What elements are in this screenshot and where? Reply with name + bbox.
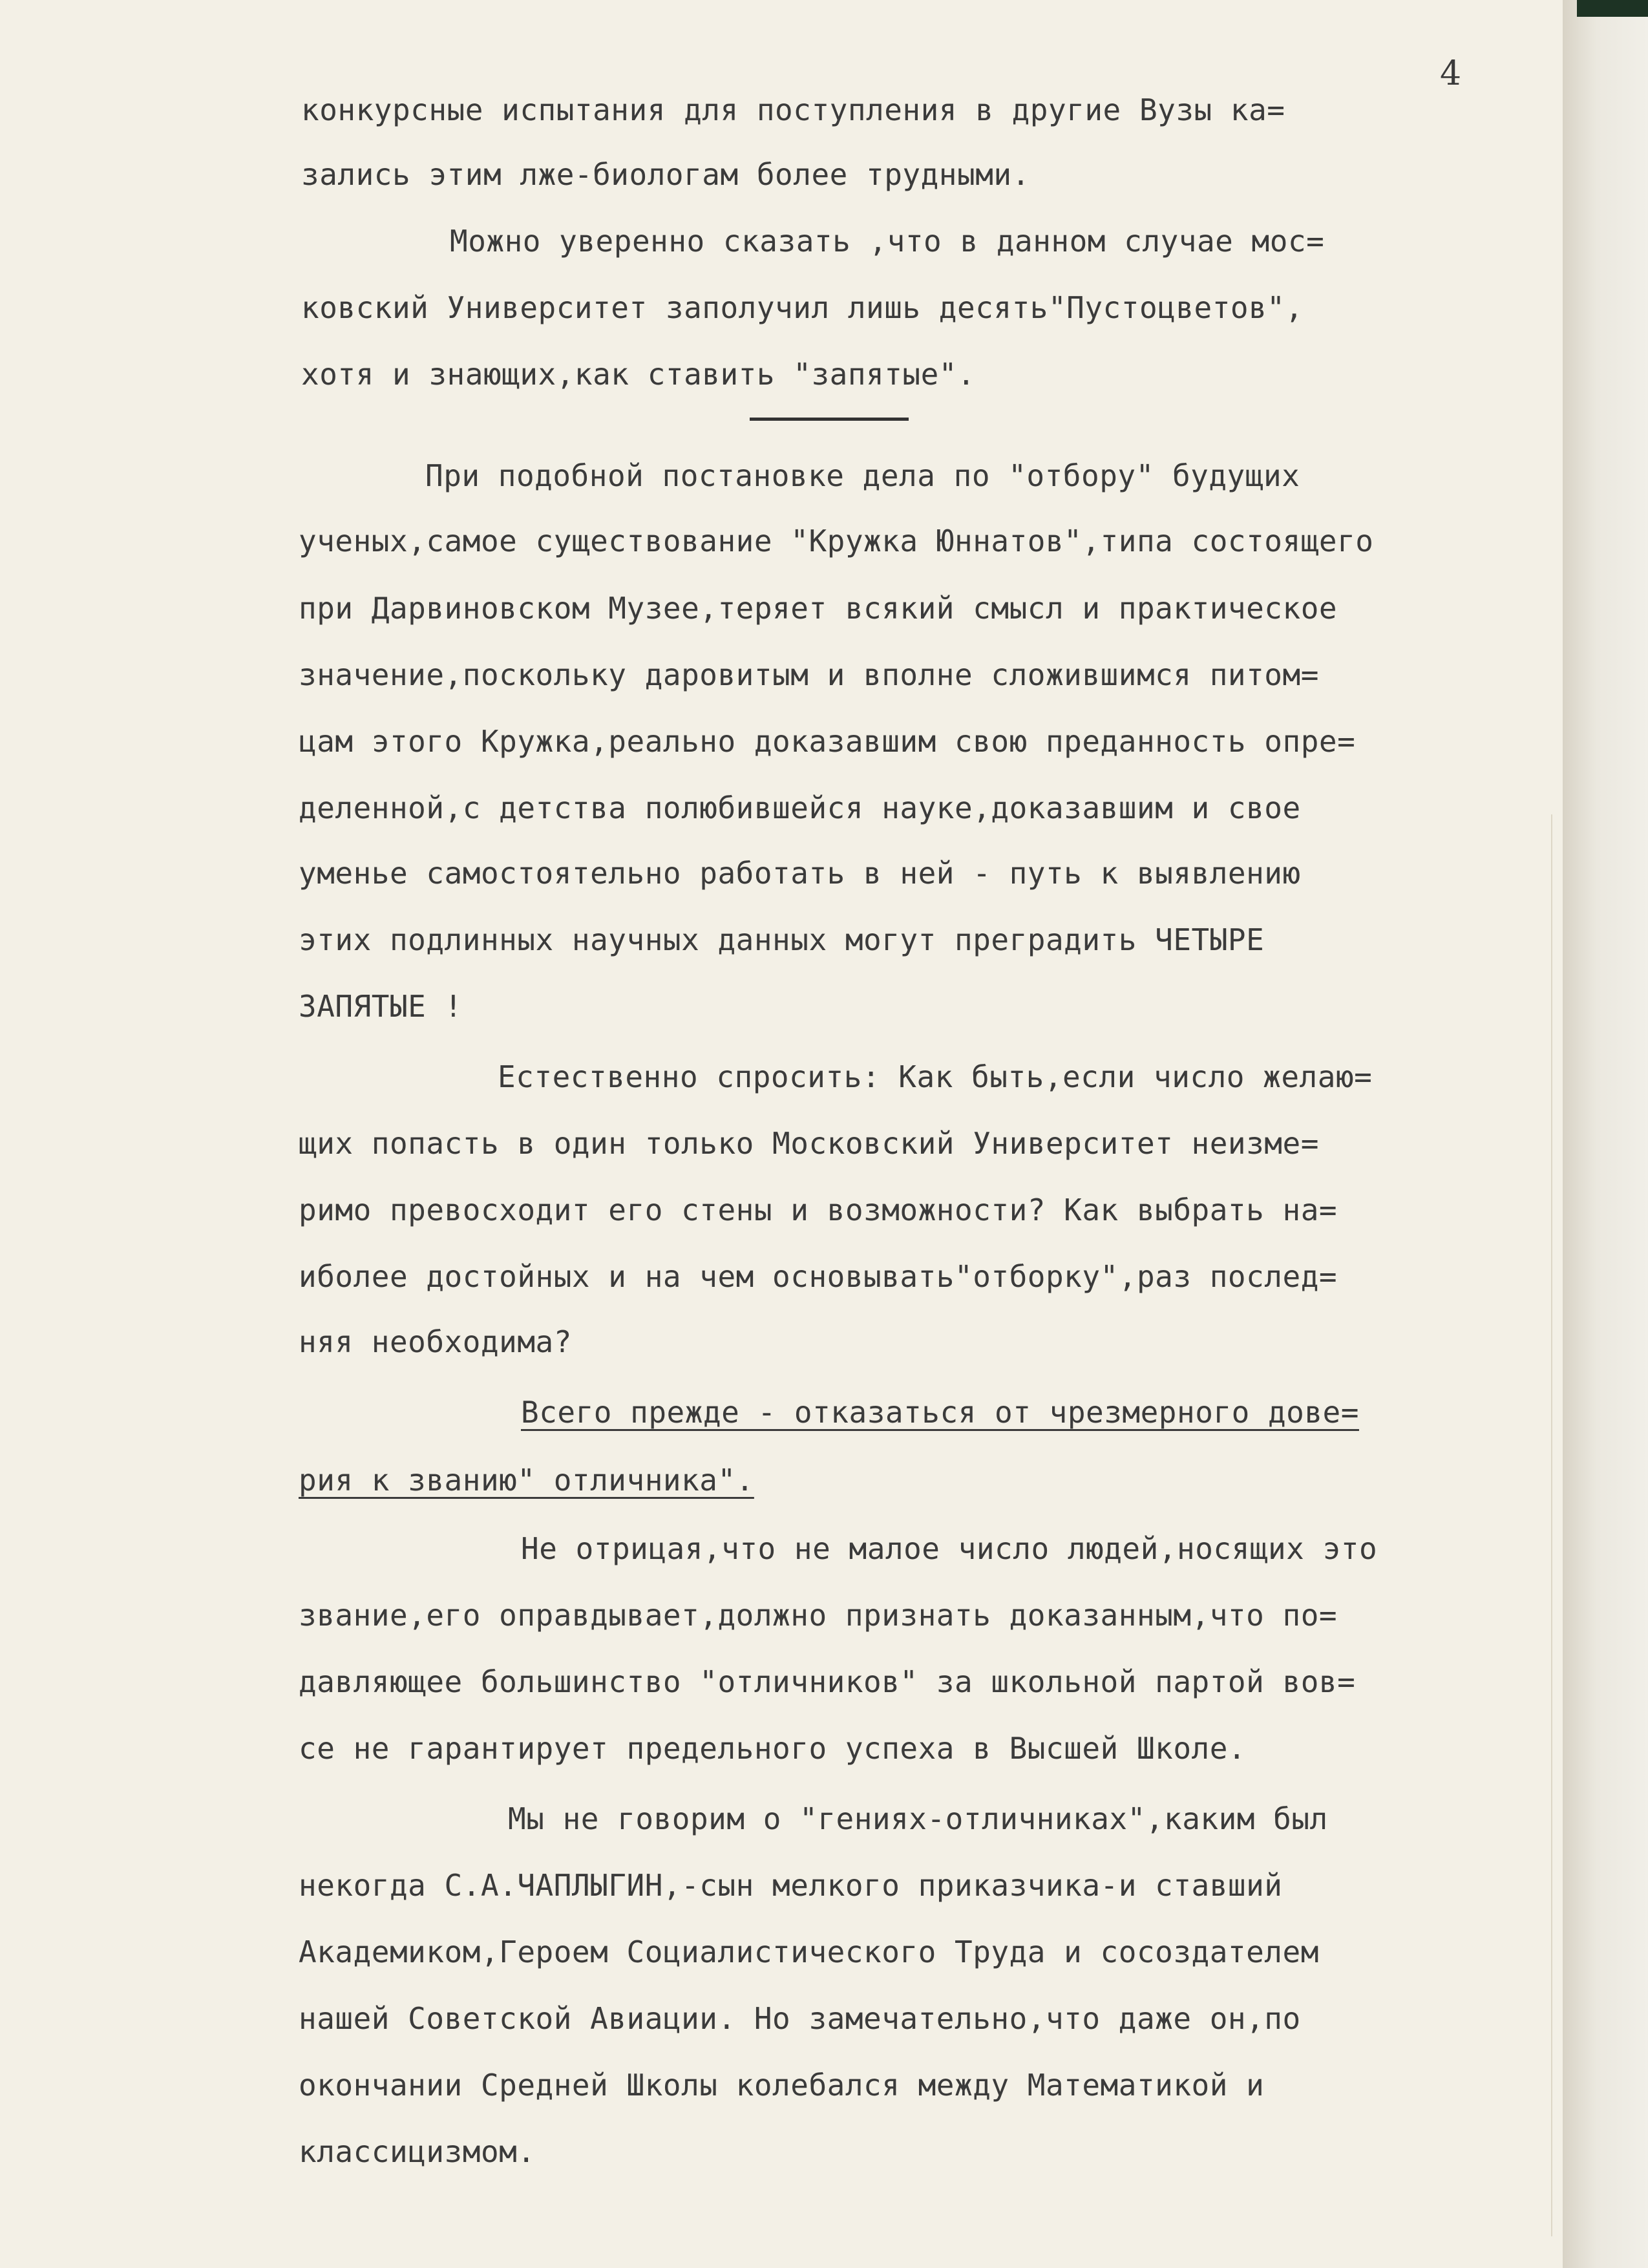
text-line: классицизмом.	[299, 2134, 536, 2169]
text-line: нашей Советской Авиации. Но замечательно,что даже он,по	[299, 2001, 1301, 2036]
corner-mark	[1577, 0, 1648, 17]
text-line: Академиком,Героем Социалистического Труда и сосоздателем	[299, 1934, 1319, 1969]
text-line: звание,его оправдывает,должно признать доказанным,что по=	[299, 1598, 1338, 1633]
section-separator	[750, 418, 909, 421]
text-line: щих попасть в один только Московский Университет неизме=	[299, 1126, 1319, 1161]
text-line: уменье самостоятельно работать в ней - путь к выявлению	[299, 856, 1301, 891]
text-line: се не гарантирует предельного успеха в Высшей Школе.	[299, 1731, 1247, 1766]
text-line: римо превосходит его стены и возможности? Как выбрать на=	[299, 1192, 1338, 1227]
text-line: Естественно спросить: Как быть,если число желаю=	[498, 1059, 1373, 1094]
text-line: Не отрицая,что не малое число людей,носящих это	[521, 1531, 1378, 1566]
text-line: Всего прежде - отказаться от чрезмерного дове=	[521, 1395, 1359, 1430]
text-line: конкурсные испытания для поступления в другие Вузы ка=	[301, 92, 1285, 127]
text-line: цам этого Кружка,реально доказавшим свою преданность опре=	[299, 724, 1356, 759]
text-line: при Дарвиновском Музее,теряет всякий смысл и практическое	[299, 591, 1338, 626]
text-line: хотя и знающих,как ставить "запятые".	[301, 357, 976, 392]
text-line: этих подлинных научных данных могут преградить ЧЕТЫРЕ	[299, 922, 1265, 957]
text-line: ученых,самое существование "Кружка Юннатов",типа состоящего	[299, 524, 1374, 558]
text-line: няя необходима?	[299, 1324, 572, 1359]
text-line: значение,поскольку даровитым и вполне сложившимся питом=	[299, 657, 1319, 692]
text-line: некогда С.А.ЧАПЛЫГИН,-сын мелкого приказчика-и ставший	[299, 1868, 1283, 1903]
text-line: ковский Университет заполучил лишь десять"Пустоцветов",	[301, 290, 1304, 325]
text-line: ЗАПЯТЫЕ !	[299, 989, 463, 1024]
text-line: зались этим лже-биологам более трудными.	[301, 157, 1030, 192]
text-line: Мы не говорим о "гениях-отличниках",каким был	[508, 1801, 1328, 1836]
text-line: При подобной постановке дела по "отбору" будущих	[425, 458, 1300, 493]
page-edge	[1563, 0, 1648, 2268]
text-line: давляющее большинство "отличников" за школьной партой вов=	[299, 1664, 1356, 1699]
text-line: иболее достойных и на чем основывать"отборку",раз послед=	[299, 1259, 1338, 1294]
text-line: деленной,с детства полюбившейся науке,доказавшим и свое	[299, 790, 1301, 825]
page-number: 4	[1440, 54, 1462, 93]
text-line: окончании Средней Школы колебался между Математикой и	[299, 2068, 1265, 2103]
text-line: Можно уверенно сказать ,что в данном случае мос=	[450, 224, 1325, 259]
text-line: рия к званию" отличника".	[299, 1463, 754, 1498]
margin-crease	[1551, 814, 1552, 2236]
